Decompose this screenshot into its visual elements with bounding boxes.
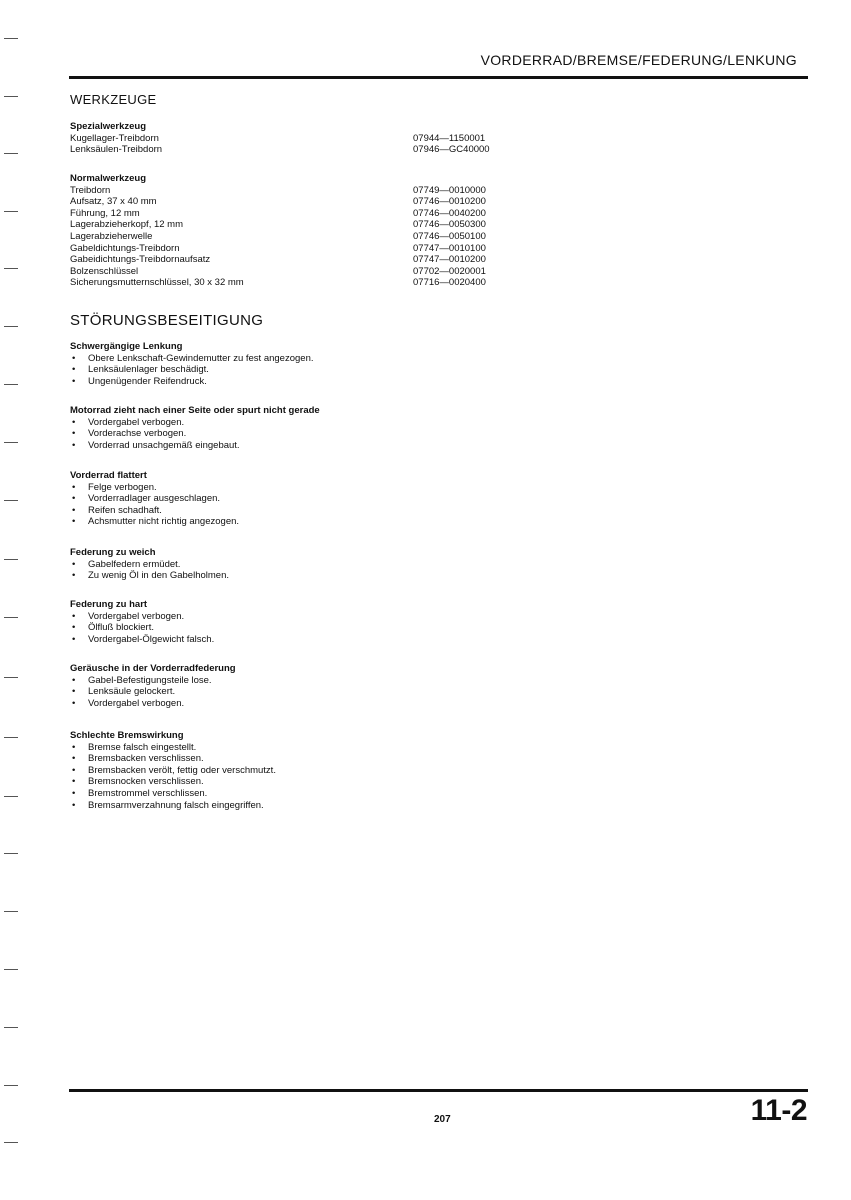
cause-item: • Felge verbogen. <box>70 482 239 494</box>
tool-part-number: 07716—0020400 <box>413 277 486 289</box>
cause-list <box>70 353 314 388</box>
cause-item: • Reifen schadhaft. <box>70 505 239 517</box>
cause-item: • Lenksäule gelockert. <box>70 686 236 698</box>
tool-part-number: 07747—0010200 <box>413 254 486 266</box>
cause-list <box>70 559 229 582</box>
tool-name: Aufsatz, 37 x 40 mm <box>70 196 157 208</box>
trouble-group <box>70 405 320 451</box>
trouble-group-title: Schwergängige Lenkung <box>70 341 183 352</box>
normal-tools-section <box>70 173 530 289</box>
tool-part-number: 07746—0010200 <box>413 196 486 208</box>
tool-part-number: 07702—0020001 <box>413 265 486 277</box>
tool-row <box>70 254 530 266</box>
trouble-group <box>70 547 229 582</box>
cause-item: • Bremsbacken verschlissen. <box>70 753 276 765</box>
tool-name: Lenksäulen-Treibdorn <box>70 144 163 156</box>
tool-name: Lagerabzieherkopf, 12 mm <box>70 219 184 231</box>
trouble-group-title: Federung zu weich <box>70 547 156 558</box>
tool-row <box>70 144 530 156</box>
cause-item: • Zu wenig Öl in den Gabelholmen. <box>70 570 229 582</box>
cause-item: • Vorderachse verbogen. <box>70 428 320 440</box>
cause-list <box>70 611 214 646</box>
cause-list <box>70 742 276 812</box>
cause-item: • Obere Lenkschaft-Gewindemutter zu fest angezogen. <box>70 353 314 365</box>
trouble-group-title: Vorderrad flattert <box>70 470 147 481</box>
cause-item: • Achsmutter nicht richtig angezogen. <box>70 516 239 528</box>
tool-name: Kugellager-Treibdorn <box>70 132 159 144</box>
tool-name: Treibdorn <box>70 184 111 196</box>
tool-part-number: 07749—0010000 <box>413 184 486 196</box>
tool-row <box>70 219 530 231</box>
cause-item: • Ölfluß blockiert. <box>70 622 214 634</box>
troubleshooting-heading: STÖRUNGSBESEITIGUNG <box>70 312 264 329</box>
trouble-group-title: Geräusche in der Vorderradfederung <box>70 663 236 674</box>
tool-row <box>70 208 530 220</box>
cause-item: • Bremsnocken verschlissen. <box>70 776 276 788</box>
tool-part-number: 07746—0050100 <box>413 230 486 242</box>
trouble-group-title: Schlechte Bremswirkung <box>70 730 184 741</box>
tool-part-number: 07944—1150001 <box>413 132 486 144</box>
cause-item: • Vorderradlager ausgeschlagen. <box>70 493 239 505</box>
tool-part-number: 07746—0040200 <box>413 207 486 219</box>
tool-name: Gabeidichtungs-Treibdornaufsatz <box>70 254 211 266</box>
cause-item: • Bremstrommel verschlissen. <box>70 788 276 800</box>
trouble-group <box>70 470 239 528</box>
tool-name: Bolzenschlüssel <box>70 265 139 277</box>
tool-part-number: 07747—0010100 <box>413 242 486 254</box>
tool-row <box>70 196 530 208</box>
cause-item: • Bremsarmverzahnung falsch eingegriffen. <box>70 800 276 812</box>
normal-tools-label: Normalwerkzeug <box>70 173 147 184</box>
page-number: 207 <box>434 1114 451 1125</box>
page-header-title: VORDERRAD/BREMSE/FEDERUNG/LENKUNG <box>480 52 797 68</box>
cause-item: • Vordergabel verbogen. <box>70 417 320 429</box>
cause-item: • Lenksäulenlager beschädigt. <box>70 364 314 376</box>
special-tools-section <box>70 121 530 156</box>
tools-heading: WERKZEUGE <box>70 92 157 107</box>
cause-list <box>70 482 239 528</box>
cause-list <box>70 675 236 710</box>
tool-name: Führung, 12 mm <box>70 207 140 219</box>
cause-item: • Ungenügender Reifendruck. <box>70 376 314 388</box>
tool-row <box>70 243 530 255</box>
section-number: 11-2 <box>750 1094 807 1127</box>
cause-item: • Gabel-Befestigungsteile lose. <box>70 675 236 687</box>
tool-part-number: 07746—0050300 <box>413 219 486 231</box>
tool-row <box>70 266 530 278</box>
cause-item: • Bremse falsch eingestellt. <box>70 742 276 754</box>
header-rule <box>69 76 808 79</box>
tool-row <box>70 133 530 145</box>
tool-row <box>70 277 530 289</box>
tool-name: Sicherungsmutternschlüssel, 30 x 32 mm <box>70 277 244 289</box>
trouble-group <box>70 730 276 811</box>
cause-item: • Vordergabel verbogen. <box>70 611 214 623</box>
footer-rule <box>69 1089 808 1092</box>
tool-row <box>70 185 530 197</box>
cause-item: • Vorderrad unsachgemäß eingebaut. <box>70 440 320 452</box>
binder-marks <box>4 0 24 1200</box>
trouble-group <box>70 599 214 645</box>
trouble-group <box>70 663 236 709</box>
special-tools-label: Spezialwerkzeug <box>70 121 147 132</box>
cause-item: • Vordergabel verbogen. <box>70 698 236 710</box>
cause-item: • Vordergabel-Ölgewicht falsch. <box>70 634 214 646</box>
cause-item: • Bremsbacken verölt, fettig oder verschmutzt. <box>70 765 276 777</box>
cause-list <box>70 417 320 452</box>
tool-row <box>70 231 530 243</box>
trouble-group-title: Federung zu hart <box>70 599 148 610</box>
tool-name: Lagerabzieherwelle <box>70 230 153 242</box>
tool-part-number: 07946—GC40000 <box>413 144 490 156</box>
cause-item: • Gabelfedern ermüdet. <box>70 559 229 571</box>
trouble-group <box>70 341 314 387</box>
trouble-group-title: Motorrad zieht nach einer Seite oder spurt nicht gerade <box>70 405 320 416</box>
tool-name: Gabeldichtungs-Treibdorn <box>70 242 180 254</box>
